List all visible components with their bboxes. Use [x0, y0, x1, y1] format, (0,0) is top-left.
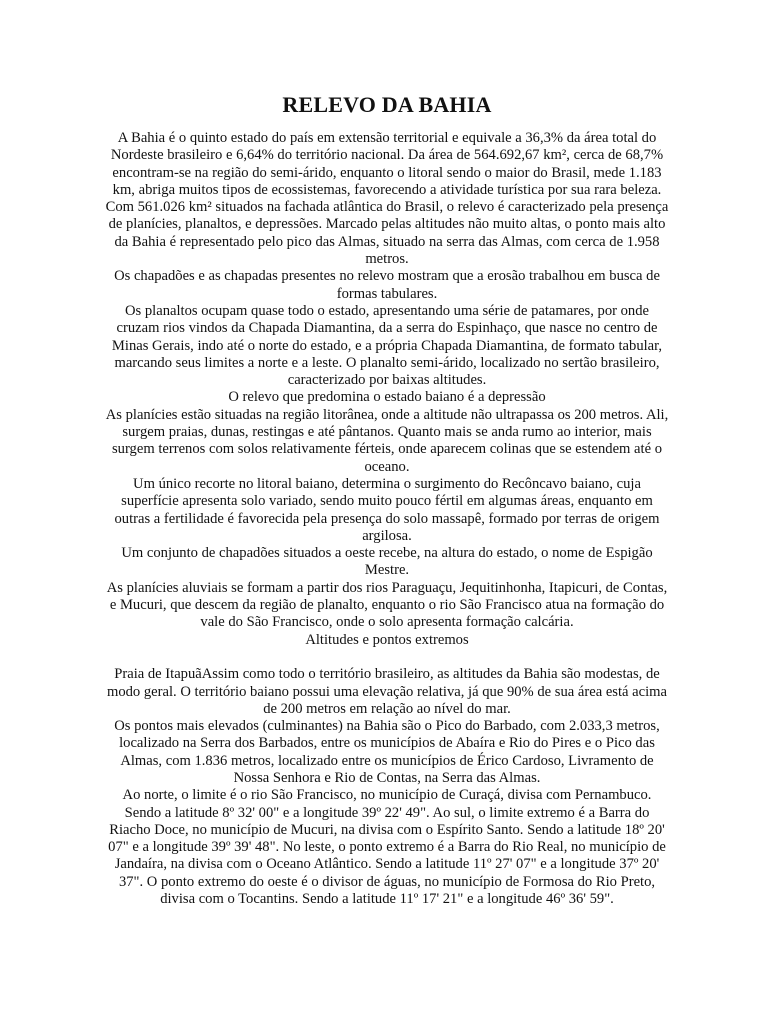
paragraph-itapua: Praia de ItapuãAssim como todo o território brasileiro, as altitudes da Bahia são modestas, de modo geral. O território baiano possui uma elevação relativa, já que 90% de sua área está acima de 200 metros em relação ao nível do mar.	[106, 666, 667, 717]
blank-line	[104, 649, 670, 666]
paragraph-area: Com 561.026 km² situados na fachada atlântica do Brasil, o relevo é caracterizado pela presença de planícies, planaltos, e depressões. Marcado pelas altitudes não muito altas, o ponto mais alto da Bahia é representado pelo pico das Almas, situado na serra das Almas, com cerca de 1.958 metros.	[105, 199, 669, 268]
paragraph-aluviais: As planícies aluviais se formam a partir dos rios Paraguaçu, Jequitinhonha, Itapicuri, de Contas, e Mucuri, que descem da região de planalto, enquanto o rio São Francisco atua na formação do vale do São Francisco, onde o solo apresenta formação calcária.	[106, 579, 668, 631]
paragraph-intro: A Bahia é o quinto estado do país em extensão territorial e equivale a 36,3% da área total do Nordeste brasileiro e 6,64% do território nacional. Da área de 564.692,67 km², cerca de 68,7% encontram-se na região do semi-árido, enquanto o litoral sendo o maior do Brasil, mede 1.183 km, abriga muitos tipos de ecossistemas, favorecendo a atividade turística por sua rara beleza.	[110, 130, 664, 198]
document-title: RELEVO DA BAHIA	[282, 92, 492, 117]
paragraph-extremos: Ao norte, o limite é o rio São Francisco, no município de Curaçá, divisa com Pernambuco. Sendo a latitude 8º 32' 00" e a longitude 39º 22' 49". Ao sul, o limite extremo é a Barra do Riacho Doce, no município de Mucuri, na divisa com o Espírito Santo. Sendo a latitude 18º 20' 07" e a longitude 39º 39' 48". No leste, o ponto extremo é a Barra do Rio Real, no município de Jandaíra, na divisa com o Oceano Atlântico. Sendo a latitude 11º 27' 07" e a longitude 37º 20' 37". O ponto extremo do oeste é o divisor de águas, no município de Formosa do Rio Preto, divisa com o Tocantins. Sendo a latitude 11º 17' 21" e a longitude 46º 36' 59".	[108, 787, 666, 908]
paragraph-reconcavo: Um único recorte no litoral baiano, determina o surgimento do Recôncavo baiano, cuja superfície apresenta solo variado, sendo muito pouco fértil em algumas áreas, enquanto em outras a fertilidade é favorecida pela presença do solo massapê, formado por terras de origem argilosa.	[114, 475, 660, 544]
document-page	[104, 92, 670, 908]
paragraph-culminantes: Os pontos mais elevados (culminantes) na Bahia são o Pico do Barbado, com 2.033,3 metros, localizado na Serra dos Barbados, entre os municípios de Abaíra e Rio do Pires e o Pico das Almas, com 1.836 metros, localizado entre os municípios de Érico Cardoso, Livramento de Nossa Senhora e Rio de Contas, na Serra das Almas.	[114, 718, 660, 786]
paragraph-chapadoes: Os chapadões e as chapadas presentes no relevo mostram que a erosão trabalhou em busca de formas tabulares.	[114, 268, 660, 302]
paragraph-espigao: Um conjunto de chapadões situados a oeste recebe, na altura do estado, o nome de Espigão Mestre.	[121, 545, 653, 579]
paragraph-planaltos: Os planaltos ocupam quase todo o estado, apresentando uma série de patamares, por onde cruzam rios vindos da Chapada Diamantina, da a serra do Espinhaço, que nasce no centro de Minas Gerais, indo até o norte do estado, e a própria Chapada Diamantina, de formato tabular, marcando seus limites a norte e a leste. O planalto semi-árido, localizado no sertão brasileiro, caracterizado por baixas altitudes.	[111, 302, 663, 389]
section-heading-altitudes: Altitudes e pontos extremos	[305, 631, 469, 648]
document-body	[104, 130, 670, 908]
paragraph-depressao: O relevo que predomina o estado baiano é a depressão	[228, 389, 546, 406]
paragraph-planicies: As planícies estão situadas na região litorânea, onde a altitude não ultrapassa os 200 metros. Ali, surgem praias, dunas, restingas e até pântanos. Quanto mais se anda rumo ao interior, mais surgem terrenos com solos relativamente férteis, onde aparecem colinas que se estendem até o oceano.	[105, 406, 669, 475]
